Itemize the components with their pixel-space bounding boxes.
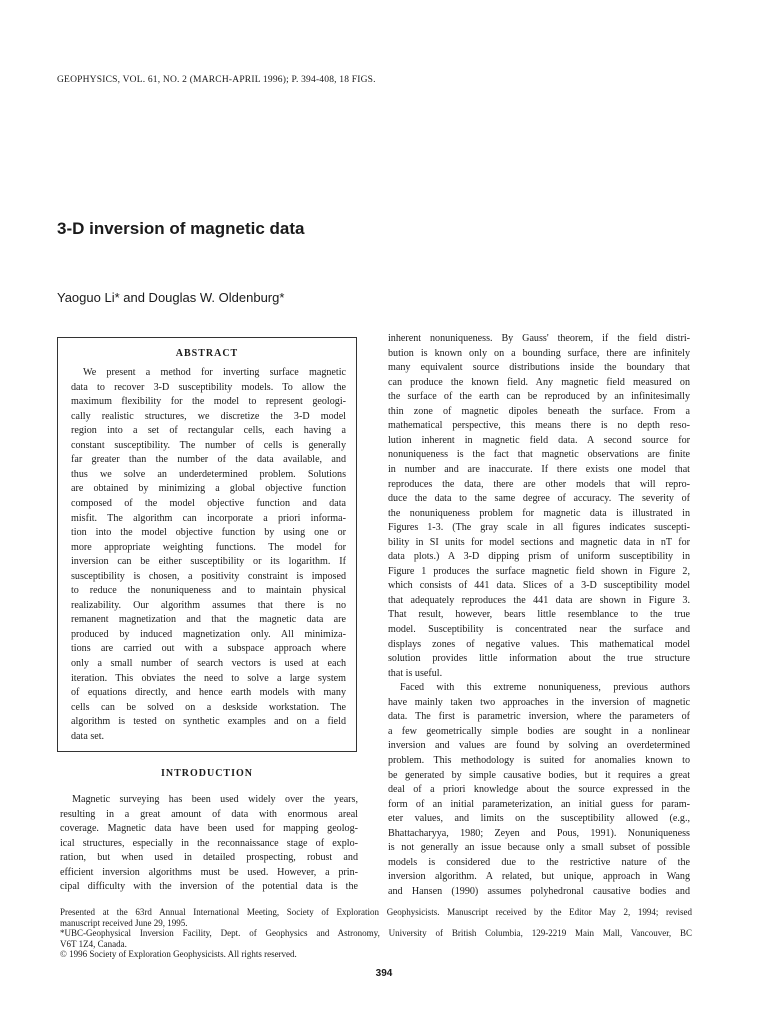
right-column-line: Faced with this extreme nonuniqueness, previous authors <box>400 682 690 694</box>
right-column-line: Figure 1 produces the surface magnetic field shown in Figure 2, <box>388 565 690 577</box>
right-column-line: have mainly taken two approaches in the inversion of magnetic <box>388 696 690 708</box>
right-column-line: thin zone of magnetic dipoles beneath the surface. From a <box>388 405 690 417</box>
abstract-box <box>57 337 357 752</box>
article-title: 3-D inversion of magnetic data <box>57 219 305 238</box>
abstract-line: misfit. The algorithm can incorporate a priori informa- <box>71 512 346 524</box>
article-authors: Yaoguo Li* and Douglas W. Oldenburg* <box>57 290 285 305</box>
right-column-line: displays zones of negative values. This mathematical model <box>388 638 690 650</box>
abstract-line: more appropriate weighting functions. The model for <box>71 541 346 553</box>
abstract-line: iteration. This obviates the need to solve a large system <box>71 672 346 684</box>
abstract-line: tions are carried out with a subspace approach where <box>71 643 346 655</box>
abstract-line: are obtained by minimizing a global objective function <box>71 483 346 495</box>
right-column-line: bility in SI units for model sections and magnetic data in nT for <box>388 536 690 548</box>
abstract-line: far greater than the number of the data available, and <box>71 454 346 466</box>
abstract-line: composed of the model objective function and data <box>71 497 346 509</box>
abstract-heading: ABSTRACT <box>175 348 239 359</box>
right-column-line: be generated by simple causative bodies, but it requires a great <box>388 769 690 781</box>
footnote-line: Presented at the 63rd Annual International Meeting, Society of Exploration Geophysicists. Manuscript received by the Editor May 2, 1994; revised <box>60 907 692 917</box>
abstract-line: We present a method for inverting surface magnetic <box>83 367 346 378</box>
right-column-line: in number and are inaccurate. If there exists one model that <box>388 463 690 475</box>
introduction-line: ration, but when used in detailed prospecting, robust and <box>60 852 358 864</box>
right-column-line: lution inherent in magnetic field data. A second source for <box>388 434 690 446</box>
right-column-line: a few geometrically simple bodies are sought in a nonlinear <box>388 725 690 737</box>
introduction-line: cipal difficulty with the inversion of the potential data is the <box>60 881 358 893</box>
introduction-line: resulting in a great amount of data with enormous areal <box>60 808 358 820</box>
abstract-line: algorithm is tested on synthetic examples and on a field <box>71 716 346 728</box>
right-column-line: that is useful. <box>388 667 443 679</box>
right-column-line: the nonuniqueness problem for magnetic data is illustrated in <box>388 507 690 519</box>
right-column-line: and Hansen (1990) assumes polyhedronal causative bodies and <box>388 885 690 897</box>
page-number: 394 <box>375 968 393 979</box>
abstract-line: to reduce the nonuniqueness and to maintain physical <box>71 585 346 597</box>
abstract-line: remanent magnetization and that the magnetic data are <box>71 614 346 626</box>
introduction-line: Magnetic surveying has been used widely over the years, <box>72 794 358 805</box>
abstract-line: thus we solve an underdetermined problem. Solutions <box>71 468 346 480</box>
right-column-line: Figures 1-3. (The gray scale in all figures indicates suscepti- <box>388 522 690 534</box>
right-column-line: That result, however, bears little resemblance to the true <box>388 609 690 621</box>
abstract-line: inversion can be either susceptibility or its logarithm. If <box>71 556 346 568</box>
abstract-line: data to recover 3-D susceptibility models. To allow the <box>71 381 346 393</box>
right-column-line: mathematical perspective, this means there is no depth reso- <box>388 420 690 432</box>
right-column-line: the surface of the earth can be reproduced by an infinitesimally <box>388 391 690 403</box>
right-column-line: duce the data to the same degree of accuracy. The severity of <box>388 493 690 505</box>
introduction-line: ical structures, especially in the reconnaissance stage of explo- <box>60 837 358 849</box>
footnote-line: © 1996 Society of Exploration Geophysicists. All rights reserved. <box>60 949 297 960</box>
footnote-line: manuscript received June 29, 1995. <box>60 917 188 928</box>
abstract-line: region into a set of rectangular cells, each having a <box>71 425 346 437</box>
footnotes <box>60 907 692 960</box>
right-column-line: form of an initial parameterization, an initial guess for param- <box>388 798 690 810</box>
right-column-line: models is considered due to the restrictive nature of the <box>388 856 690 868</box>
right-column-line: is not generally an issue because only a small subset of possible <box>388 842 690 854</box>
right-column-line: solution provides little information about the true structure <box>388 653 690 665</box>
right-column-line: inversion algorithm. A related, but unique, approach in Wang <box>388 871 690 883</box>
abstract-line: tion into the model objective function by using one or <box>71 527 346 539</box>
abstract-line: data set. <box>71 730 105 742</box>
abstract-line: maximum flexibility for the model to represent geologi- <box>71 396 346 408</box>
right-column-line: can produce the known field. Any magnetic field measured on <box>388 376 690 388</box>
abstract-line: realizability. Our algorithm assumes that there is no <box>71 599 346 611</box>
introduction-heading: INTRODUCTION <box>160 768 253 779</box>
footnote-line: *UBC-Geophysical Inversion Facility, Dept. of Geophysics and Astronomy, University of British Columbia, 129-2219 Main Mall, Vancouver, BC <box>60 928 692 939</box>
footnote-line: V6T 1Z4, Canada. <box>60 938 127 949</box>
right-column-line: nonuniqueness is the fact that magnetic observations are finite <box>388 449 690 461</box>
right-column-line: inversion and values are found by solving an overdetermined <box>388 740 690 752</box>
journal-citation-line: GEOPHYSICS, VOL. 61, NO. 2 (MARCH-APRIL 1996); P. 394-408, 18 FIGS. <box>57 75 376 85</box>
right-column-line: inherent nonuniqueness. By Gauss' theorem, if the field distri- <box>388 333 690 344</box>
right-column-line: many equivalent source distributions inside the boundary that <box>388 362 690 374</box>
right-column-line: reproduces the data, there are other models that will repro- <box>388 478 690 490</box>
right-column-line: problem. This methodology is suited for anomalies known to <box>388 754 690 766</box>
abstract-line: of equations directly, and hence earth models with many <box>71 687 346 699</box>
abstract-line: produced by induced magnetization only. All minimiza- <box>71 628 346 640</box>
right-column-line: that adequately reproduces the 441 data are shown in Figure 3. <box>388 594 690 606</box>
right-column-line: model. Susceptibility is concentrated near the surface and <box>388 624 690 635</box>
abstract-line: constant susceptibility. The number of cells is generally <box>71 439 346 451</box>
right-column-line: eter values, and limits on the susceptibility allowed (e.g., <box>388 813 690 825</box>
introduction-line: coverage. Magnetic data have been used for mapping geolog- <box>60 823 358 835</box>
right-column-line: deal of a priori knowledge about the source expressed in the <box>388 784 690 796</box>
introduction-line: efficient inversion algorithms must be used. However, a prin- <box>60 866 358 878</box>
right-column-line: bution is known only on a bounding surface, there are infinitely <box>388 347 690 359</box>
right-column-line: data plots.) A 3-D dipping prism of uniform susceptibility in <box>388 551 690 563</box>
abstract-line: only a small number of search vectors is used at each <box>71 658 346 669</box>
right-column-line: data. The first is parametric inversion, where the parameters of <box>388 711 690 723</box>
right-column-line: which consists of 441 data. Slices of a 3-D susceptibility model <box>388 580 690 592</box>
abstract-line: susceptibility is chosen, a positivity constraint is imposed <box>71 570 346 582</box>
right-column-line: Bhattacharyya, 1980; Zeyen and Pous, 1991). Nonuniqueness <box>388 827 690 839</box>
abstract-line: cells can be solved on a deskside workstation. The <box>71 701 346 713</box>
abstract-line: cally realistic structures, we discretize the 3-D model <box>71 410 346 422</box>
